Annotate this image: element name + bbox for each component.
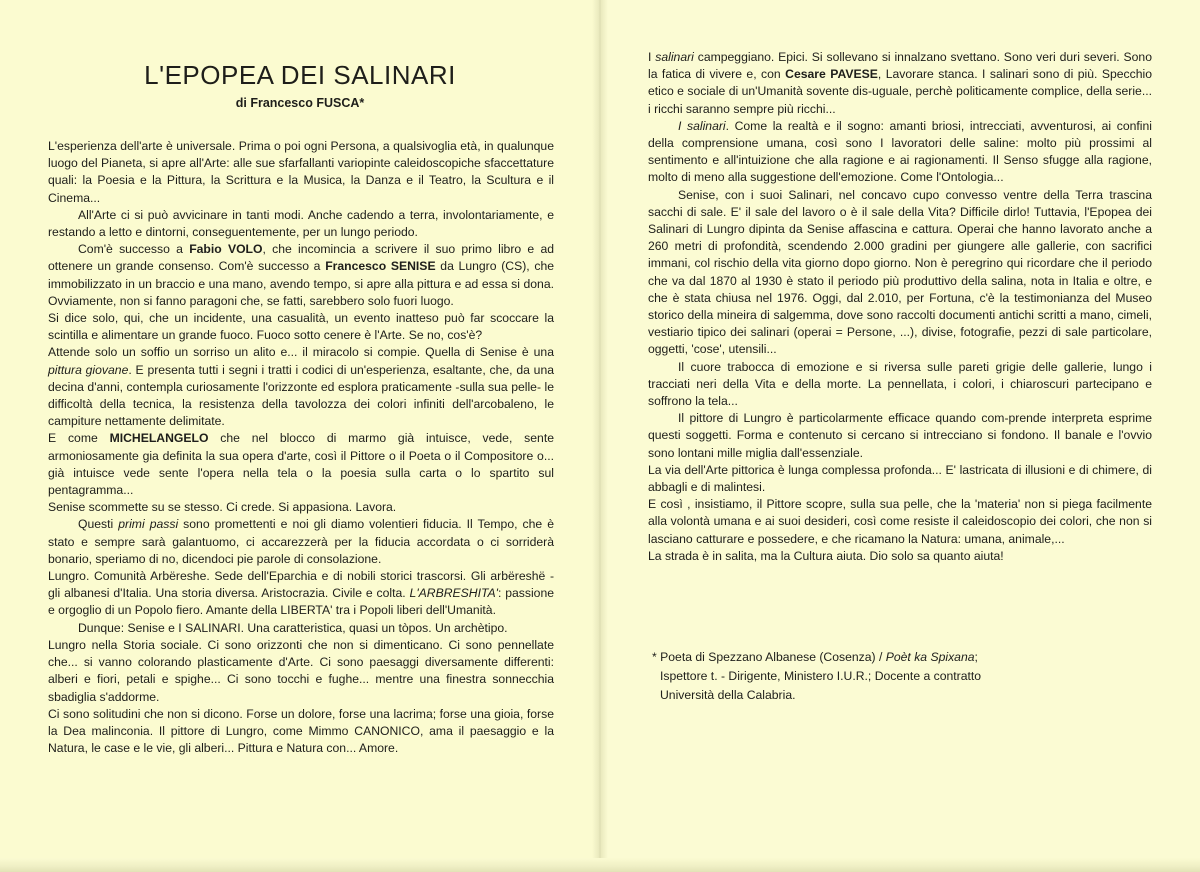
article-title: L'EPOPEA DEI SALINARI (144, 60, 456, 90)
paragraph-6: E come MICHELANGELO che nel blocco di marmo già intuisce, vede, sente armoniosamente gia definita la sua opera d'arte, così il Pittore o il Poeta o il Compositore o... già intuisce vede sente l'opera nella tela o la poesia sulla carta o lo spartito sul pentagramma... (48, 431, 554, 498)
paragraph-13: I salinari campeggiano. Epici. Si sollevano si innalzano svettano. Sono veri duri severi. Sono la fatica di vivere e, con Cesare PAVESE, Lavorare stanca. I salinari sono di più. Specchio etico e sociale di un'Umanità sovente dis-uguale, perchè politicamente complice, della serie... i ricchi saranno sempre più ricchi... (648, 50, 1152, 116)
name-cesare-pavese: Cesare PAVESE (785, 67, 878, 82)
paragraph-2: All'Arte ci si può avvicinare in tanti modi. Anche cadendo a terra, involontariamente, e restando a letto e dintorni, conseguentemente, per un lungo periodo. (48, 207, 554, 240)
article-author: di Francesco FUSCA* (235, 96, 365, 110)
paragraph-15: Senise, con i suoi Salinari, nel concavo cupo convesso ventre della Terra trascina sacchi di sale. E' il sale del lavoro o è il sale della Vita? Difficile dirlo! Tuttavia, l'Epopea dei Salinari di Lungro dipinta da Senise affascina e cattura. Operai che hanno lavorato anche a 260 metri di profondità, scendendo 2.000 gradini per giungere alle gallerie, con sacrifici immani, col rischio della vita giorno dopo giorno. Non è peregrino qui ricordare che il periodo che va dal 1870 al 1930 è stato il periodo più produttivo della salina, nota in Italia e oltre, e che è stata chiusa nel 1976. Oggi, dal 2.010, per Fortuna, c'è la testimonianza del Museo storico della mineira di salgemma, dove sono raccolti documenti antichi scritti a mano, cimeli, vestiario tipico dei salinari (operai = Persone, ...), divise, fotografie, pezzi di sale particolare, oggetti, 'cose', utensili... (648, 187, 1152, 357)
paragraph-20: La strada è in salita, ma la Cultura aiuta. Dio solo sa quanto aiuta! (648, 548, 1004, 563)
right-page (600, 0, 1200, 872)
name-francesco-senise: Francesco SENISE (325, 259, 436, 274)
paragraph-12: Ci sono solitudini che non si dicono. Forse un dolore, forse una lacrima; forse una gioia, forse la Dea malinconia. Il pittore di Lungro, come Mimmo CANONICO, ama il paesaggio e la Natura, le case e le vie, gli alberi... Pittura e Natura con... Amore. (48, 706, 554, 756)
paragraph-9: Lungro. Comunità Arbëreshe. Sede dell'Eparchia e di nobili storici trascorsi. Gli arbëreshë - gli albanesi d'Italia. Una storia diversa. Aristocrazia. Civile e colta. L'ARBRESHITA': passione e orgoglio di un Popolo fiero. Amante della LIBERTA' tra i Popoli liberi dell'Umanità. (48, 569, 555, 618)
left-column (48, 138, 554, 757)
paragraph-8: Questi primi passi sono promettenti e noi gli diamo volentieri fiducia. Il Tempo, che è stato e sempre sarà galantuomo, ci accarezzerà per la fiducia accordata o ci sorriderà bonario, speriamo di no, dicendoci pie parole di consolazione. (48, 517, 554, 566)
paragraph-1: L'esperienza dell'arte è universale. Prima o poi ogni Persona, a qualsivoglia età, in qualunque luogo del Pianeta, si apre all'Arte: alle sue sfarfallanti variopinte caleidoscopiche sfaccettature quali: la Poesia e la Pittura, la Scrittura e la Musica, la Danza e il Teatro, la Scultura e il Cinema... (48, 139, 554, 205)
footnote-line-3: Università della Calabria. (660, 688, 796, 702)
paragraph-11: Lungro nella Storia sociale. Ci sono orizzonti che non si dimenticano. Ci sono pennellate che... si vanno colorando plasticamente d'Arte. Ci sono paesaggi diversamente differenti: alberi e fiori, petali e spighe... Ci sono tocchi e fughe... mentre una finestra sonnecchia sbadiglia s'addorme. (48, 637, 554, 704)
paragraph-14: I salinari. Come la realtà e il sogno: amanti briosi, intrecciati, avventurosi, ai confini della comprensione umana, così sono I lavoratori delle saline: molto più prossimi al sentimento e all'intuizione che alla ragione e ai ragionamenti. Il Senso sfugge alla ragione, molto di meno alla suggestione dell'emozione. Come l'Ontologia... (648, 118, 1152, 185)
paragraph-7: Senise scommette su se stesso. Ci crede. Si appasiona. Lavora. (48, 500, 397, 515)
book-spine (592, 0, 608, 872)
page-bottom-edge (0, 858, 1200, 872)
paragraph-3: Com'è successo a Fabio VOLO, che incomincia a scrivere il suo primo libro e ad ottenere un grande consenso. Com'è successo a Francesco SENISE da Lungro (CS), che immobilizzato in un braccio e una mano, avendo tempo, si apre alla pittura e ad essa si dona. Ovviamente, non si fanno paragoni che, se fatti, sarebbero solo fuori luogo. (48, 242, 555, 308)
paragraph-16: Il cuore trabocca di emozione e si riversa sulle pareti grigie delle gallerie, lungo i tracciati neri della Vita e della morte. La pennellata, i colori, i chiaroscuri partecipano e soffrono la tela... (648, 359, 1152, 409)
paragraph-18: La via dell'Arte pittorica è lunga complessa profonda... E' lastricata di illusioni e di chimere, di abbagli e di malintesi. (648, 462, 1152, 495)
footnote-line-1: * Poeta di Spezzano Albanese (Cosenza) / Poèt ka Spixana; (652, 650, 978, 664)
paragraph-10: Dunque: Senise e I SALINARI. Una caratteristica, quasi un tòpos. Un archètipo. (78, 620, 508, 635)
paragraph-4: Si dice solo, qui, che un incidente, una casualità, un evento inatteso può far scoccare la scintilla e alimentare un grande fuoco. Fuoco sotto cenere è l'Arte. Se no, cos'è? (48, 311, 554, 343)
paragraph-17: Il pittore di Lungro è particolarmente efficace quando com-prende interpreta esprime questi soggetti. Forma e contenuto si cercano si intrecciano si fondono. Il banale e l'ovvio sono lontani mille miglia dall'essenziale. (648, 411, 1152, 460)
name-fabio-volo: Fabio VOLO (189, 242, 263, 257)
name-michelangelo: MICHELANGELO (109, 431, 209, 446)
footnote-line-2: Ispettore t. - Dirigente, Ministero I.U.R.; Docente a contratto (660, 669, 982, 683)
right-column (648, 49, 1152, 565)
author-footnote (652, 648, 1072, 705)
paragraph-5: Attende solo un soffio un sorriso un alito e... il miracolo si compie. Quella di Senise è una pittura giovane. E presenta tutti i segni i tratti i codici di un'esperienza, esaltante, che, da una decina d'anni, contempla curiosamente l'orizzonte ed esplora praticamente -sulla sua pelle- le difficoltà della tecnica, la resistenza della tavolozza dei colori infiniti dell'arcobaleno, le campiture nettamente delimitate. (48, 345, 555, 429)
paragraph-19: E così , insistiamo, il Pittore scopre, sulla sua pelle, che la 'materia' non si piega facilmente alla volontà umana e ai suoi desideri, così come resiste il caleidoscopio dei colori, che non si lasciano catturare e possedere, e che ricamano la Natura: umana, animale,... (648, 497, 1152, 546)
